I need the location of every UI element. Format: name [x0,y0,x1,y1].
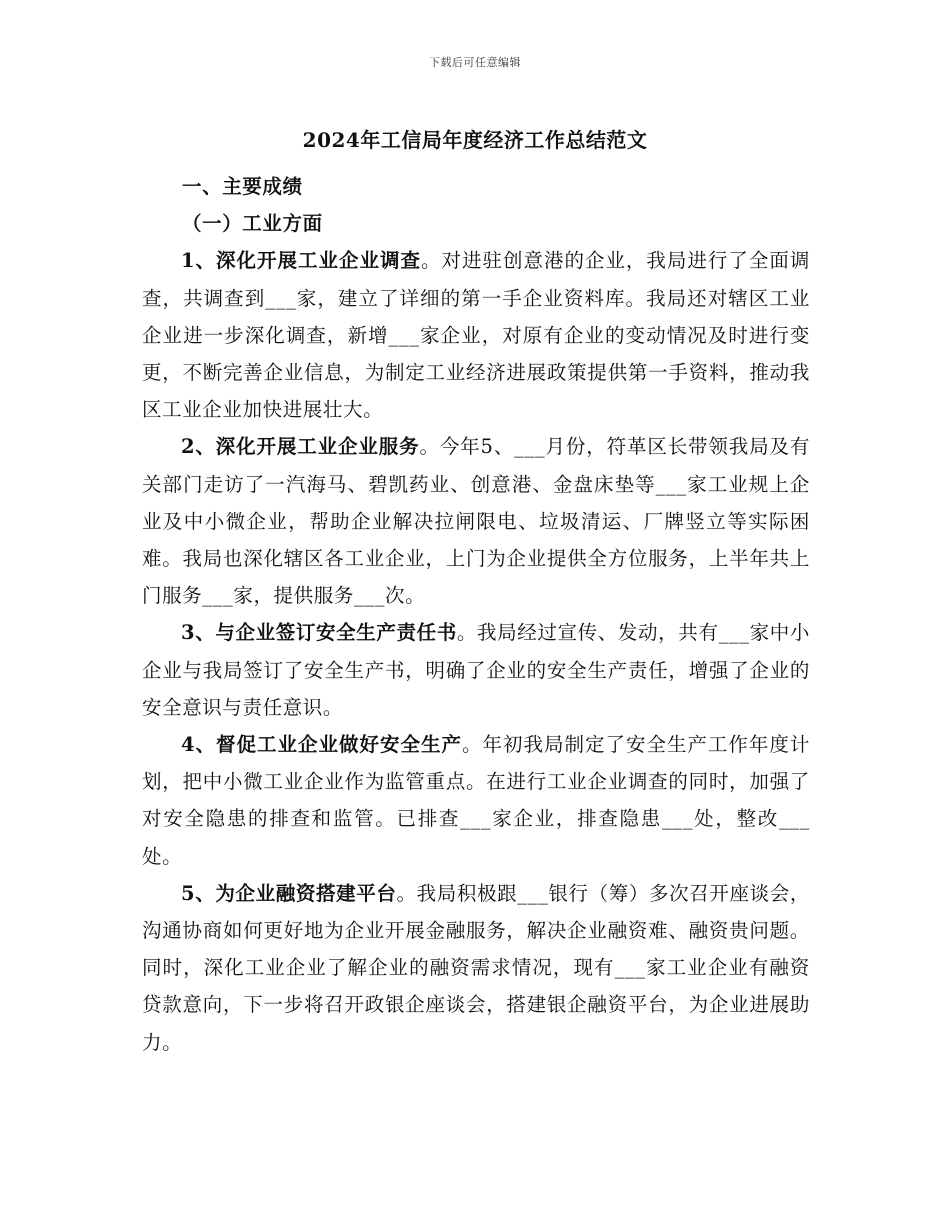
subsection-heading: （一）工业方面 [182,212,323,236]
paragraph-text: 。对进驻创意港的企业，我局进行了全面调查，共调查到___家，建立了详细的第一手企业资料库。我局还对辖区工业企业进一步深化调查，新增___家企业，对原有企业的变动情况及时进行变更，不断完善企业信息，为制定工业经济进展政策提供第一手资料，推动我区工业企业加快进展壮大。 [142,249,810,422]
paragraph-text: 。我局积极跟___银行（筹）多次召开座谈会，沟通协商如何更好地为企业开展金融服务，解决企业融资难、融资贵问题。同时，深化工业企业了解企业的融资需求情况，现有___家工业企业有融资贷款意向，下一步将召开政银企座谈会，搭建银企融资平台，为企业进展助力。 [142,881,811,1054]
document-body [142,168,810,1061]
paragraph-lead: 5、为企业融资搭建平台 [181,881,397,905]
paragraph-5 [142,875,810,1061]
paragraph-3 [142,614,810,726]
paragraph-text: 。我局经过宣传、发动，共有___家中小企业与我局签订了安全生产书，明确了企业的安全生产责任，增强了企业的安全意识与责任意识。 [142,621,811,719]
paragraph-lead: 4、督促工业企业做好安全生产 [181,733,462,757]
paragraph-4 [142,726,810,875]
paragraph-2 [142,428,810,614]
paragraph-1 [142,242,810,428]
document-title: 2024年工信局年度经济工作总结范文 [302,128,648,152]
paragraph-text: 。年初我局制定了安全生产工作年度计划，把中小微工业企业作为监管重点。在进行工业企业调查的同时，加强了对安全隐患的排查和监管。已排查___家企业，排查隐患___处，整改___处。 [142,733,811,868]
paragraph-lead: 2、深化开展工业企业服务 [181,435,420,459]
section-heading: 一、主要成绩 [182,175,303,198]
header-note: 下载后可任意编辑 [429,56,521,69]
paragraph-lead: 1、深化开展工业企业调查 [181,249,421,273]
paragraph-text: 。今年5、___月份，符革区长带领我局及有关部门走访了一汽海马、碧凯药业、创意港、金盘床垫等___家工业规上企业及中小微企业，帮助企业解决拉闸限电、垃圾清运、厂牌竖立等实际困难。我局也深化辖区各工业企业，上门为企业提供全方位服务，上半年共上门服务___家，提供服务___次。 [142,435,810,608]
paragraph-lead: 3、与企业签订安全生产责任书 [181,621,457,645]
